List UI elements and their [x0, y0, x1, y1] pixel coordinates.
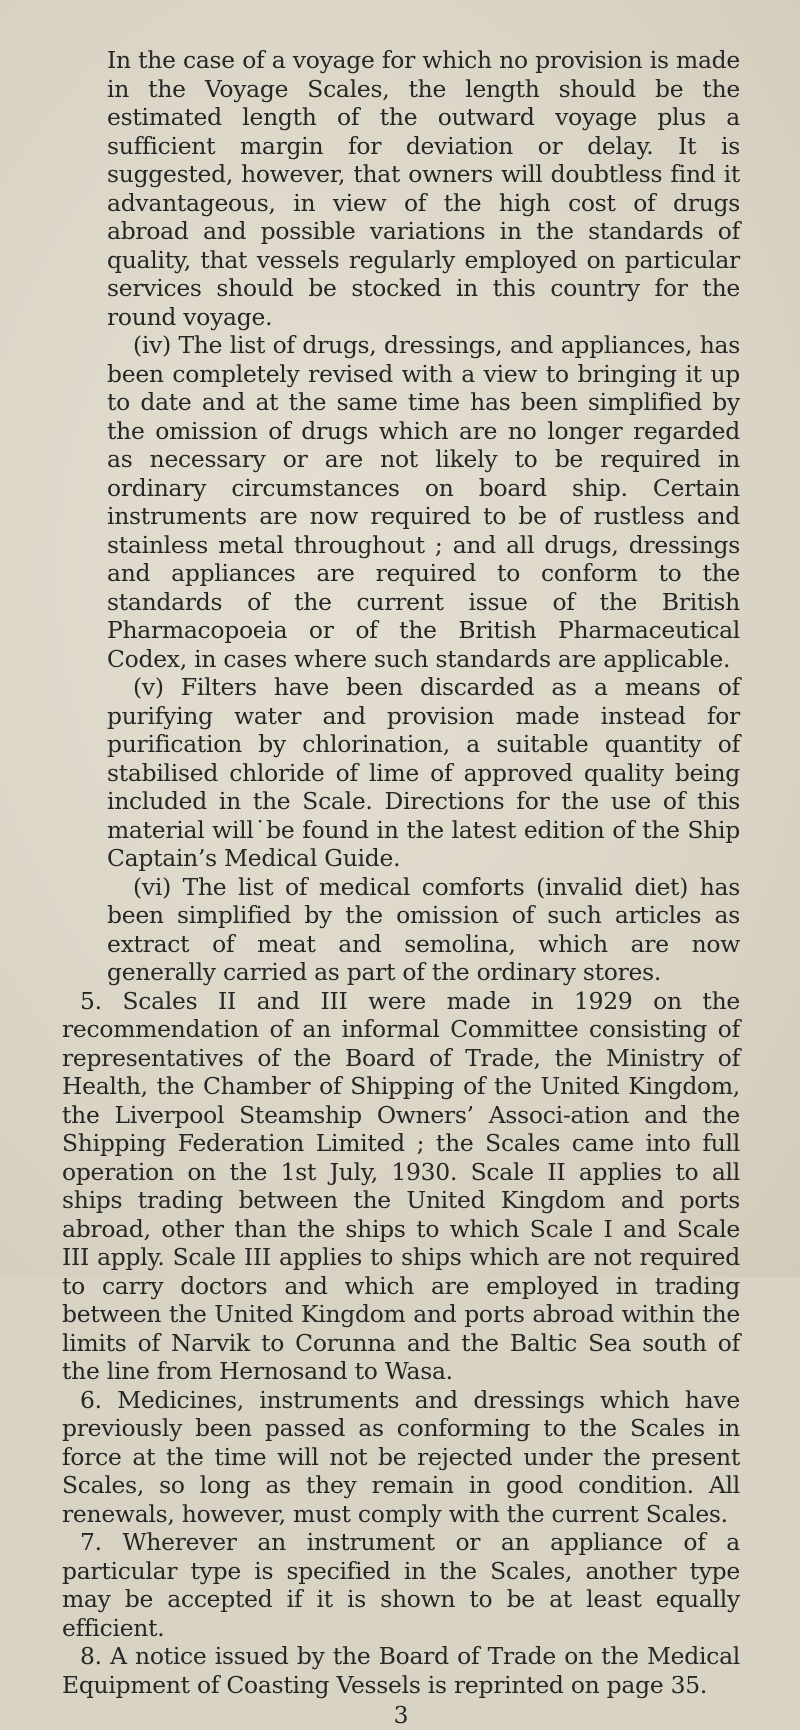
paragraph-6: 6. Medicines, instruments and dressings which have previously been passed as conforming to the Scales in force at the time will not be rejected under the present Scales, so long as they remain in good condition. All renewals, however, must comply with the current Scales.: [62, 1385, 740, 1528]
paragraph-8: 8. A notice issued by the Board of Trade on the Medical Equipment of Coasting Vessels is reprinted on page 35.: [62, 1642, 740, 1699]
paragraph-intro: In the case of a voyage for which no provision is made in the Voyage Scales, the length should be the estimated length of the outward voyage plus a sufficient margin for deviation or delay. It is suggested, however, that owners will doubtless find it advantageous, in view of the high cost of drugs abroad and possible variations in the standards of quality, that vessels regularly employed on particular services should be stocked in this country for the round voyage.: [107, 46, 740, 331]
paragraph-iv: (iv) The list of drugs, dressings, and appliances, has been completely revised with a view to bringing it up to date and at the same time has been simplified by the omission of drugs which are no longer regarded as necessary or are not likely to be required in ordinary circumstances on board ship. Certain instruments are now required to be of rustless and stainless metal throughout ; and all drugs, dressings and appliances are required to conform to the standards of the current issue of the British Pharmacopoeia or of the British Pharmaceutical Codex, in cases where such standards are applicable.: [107, 331, 740, 673]
paragraph-vi: (vi) The list of medical comforts (invalid diet) has been simplified by the omission of such articles as extract of meat and semolina, which are now generally carried as part of the ordinary stores.: [107, 872, 740, 986]
page-number: 3: [393, 1701, 409, 1729]
paragraph-7: 7. Wherever an instrument or an appliance of a particular type is specified in the Scales, another type may be accepted if it is shown to be at least equally efficient.: [62, 1528, 740, 1642]
paragraph-v: (v) Filters have been discarded as a means of purifying water and provision made instead for purification by chlorination, a suitable quantity of stabilised chloride of lime of approved quality being included in the Scale. Directions for the use of this material will˙be found in the latest edition of the Ship Captain’s Medical Guide.: [107, 673, 740, 872]
paragraph-5: 5. Scales II and III were made in 1929 on the recommendation of an informal Committee consisting of representatives of the Board of Trade, the Ministry of Health, the Chamber of Shipping of the United Kingdom, the Liverpool Steamship Owners’ Associ-ation and the Shipping Federation Limited ; the Scales came into full operation on the 1st July, 1930. Scale II applies to all ships trading between the United Kingdom and ports abroad, other than the ships to which Scale I and Scale III apply. Scale III applies to ships which are not required to carry doctors and which are employed in trading between the United Kingdom and ports abroad within the limits of Narvik to Corunna and the Baltic Sea south of the line from Hernosand to Wasa.: [62, 986, 740, 1385]
